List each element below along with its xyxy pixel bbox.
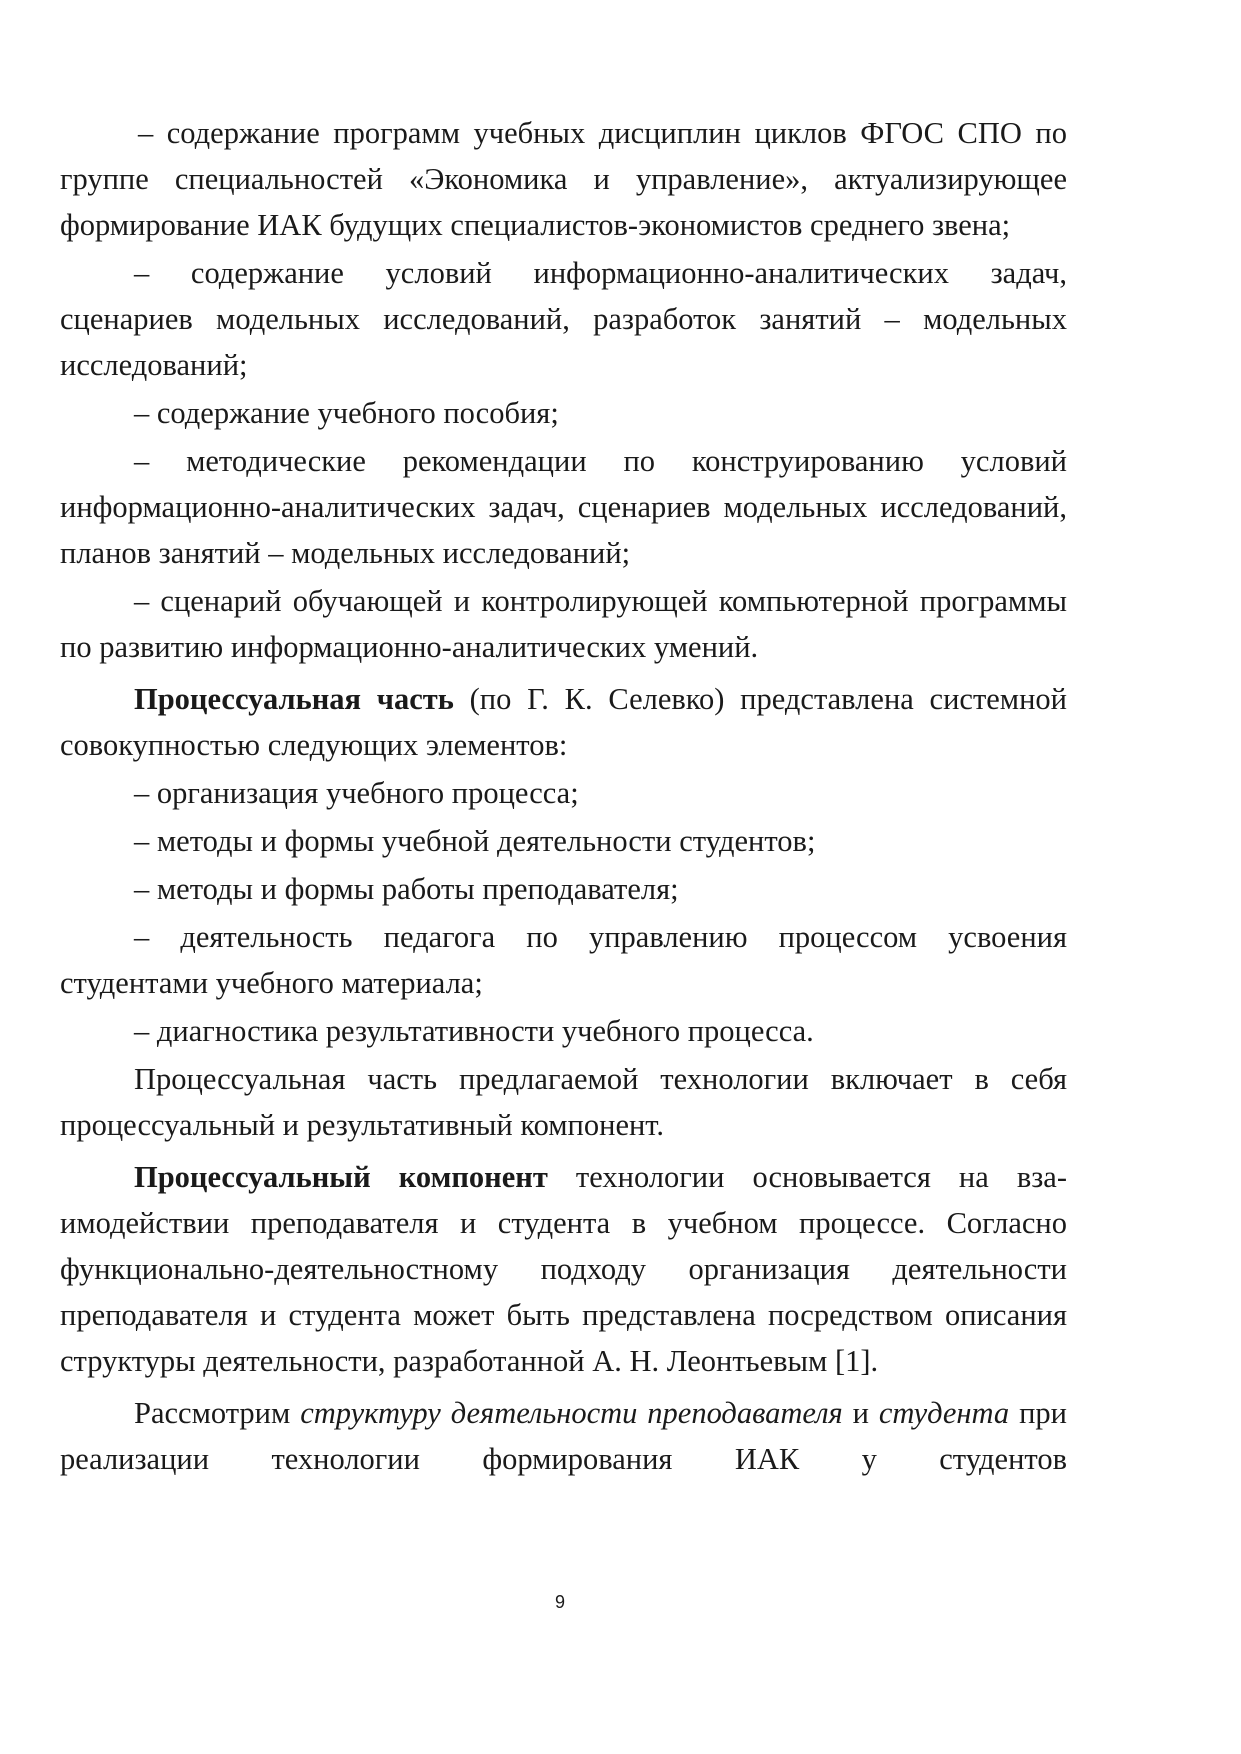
paragraph-12: Процессуальная часть предлагаемой технологии включает в себя процессуальный и результативный компонент. bbox=[60, 1062, 1067, 1142]
paragraph-14-text-b: и bbox=[842, 1396, 879, 1430]
paragraph-1: – содержание программ учебных дисциплин циклов ФГОС СПО по группе специальностей «Экономика и управление», актуализирующее формирование ИАК будущих специалистов-экономистов среднего звена; bbox=[60, 116, 1067, 242]
paragraph-10: – деятельность педагога по управлению процессом усвоения студентами учебного материала; bbox=[60, 920, 1067, 1000]
paragraph-2: – содержание условий информационно-аналитических задач, сценариев модельных исследований, разработок занятий – модельных исследований; bbox=[60, 256, 1067, 382]
paragraph-13 bbox=[60, 1154, 1067, 1384]
paragraph-14-text-c: при реализации технологии формирования ИАК у студентов bbox=[60, 1396, 1067, 1476]
paragraph-13-text: технологии основывается на взаимодействии преподавателя и студента в учебном процессе. Согласно функционально-деятельностному подходу организация деятельности преподавателя и студента может быть представлена посредством описания структуры деятельности, разработанной А. Н. Леонтьевым [1]. bbox=[60, 1160, 1067, 1378]
document-page bbox=[60, 110, 1067, 1482]
italic-teacher-activity-structure: структуру деятельности преподавателя bbox=[300, 1396, 843, 1430]
paragraph-3: – содержание учебного пособия; bbox=[134, 396, 559, 430]
italic-student: студента bbox=[878, 1396, 1010, 1430]
paragraph-5: – сценарий обучающей и контролирующей компьютерной программы по развитию информационно-аналитических умений. bbox=[60, 584, 1067, 664]
paragraph-14-text-a: Рассмотрим bbox=[134, 1396, 301, 1430]
paragraph-6-text: (по Г. К. Селевко) представлена системной совокупностью следующих элементов: bbox=[60, 682, 1068, 762]
page-number: 9 bbox=[554, 1592, 565, 1612]
paragraph-7: – организация учебного процесса; bbox=[134, 776, 579, 810]
paragraph-11: – диагностика результативности учебного процесса. bbox=[134, 1014, 814, 1048]
paragraph-6 bbox=[60, 676, 1067, 768]
bold-term-processual-part: Процессуальная часть bbox=[134, 682, 454, 716]
paragraph-9: – методы и формы работы преподавателя; bbox=[134, 872, 679, 906]
bold-term-processual-component: Процессуальный компонент bbox=[134, 1160, 548, 1194]
paragraph-14 bbox=[60, 1390, 1067, 1482]
paragraph-4: – методические рекомендации по конструированию условий информационно-аналитических задач, сценариев модельных исследований, планов занятий – модельных исследований; bbox=[60, 444, 1067, 570]
paragraph-8: – методы и формы учебной деятельности студентов; bbox=[134, 824, 816, 858]
